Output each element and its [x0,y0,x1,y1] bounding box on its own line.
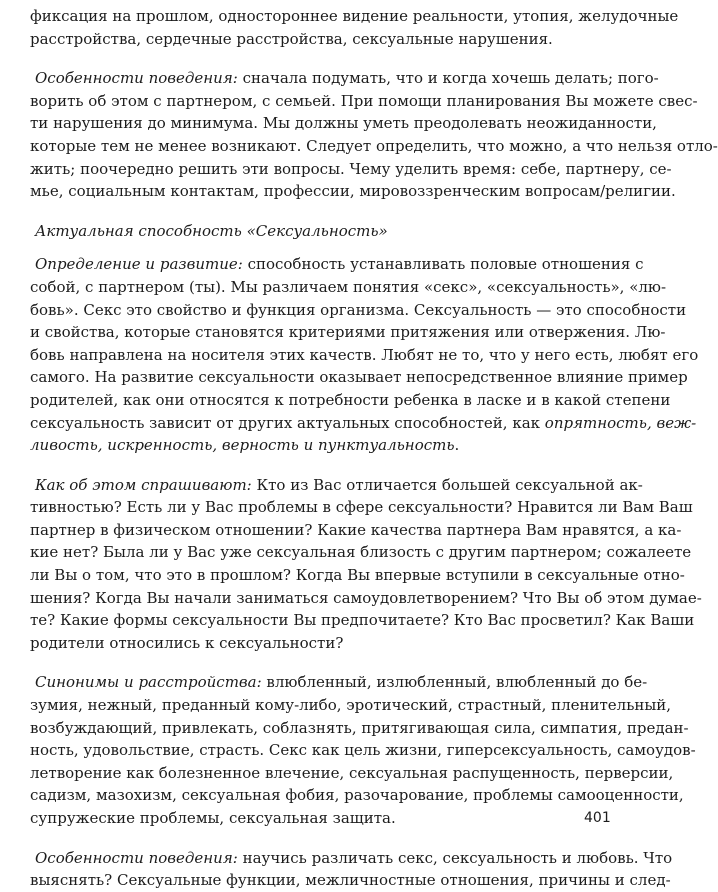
text-run: садизм, мазохизм, сексуальная фобия, разочарование, проблемы самооценности, [30,786,684,805]
text-line [30,135,718,158]
text-line [30,5,679,28]
text-line [30,632,612,655]
book-page-text [30,5,718,892]
text-line [30,474,643,497]
paragraph-gap [30,830,612,847]
text-run: которые тем не менее возникают. Следует определить, что можно, а что нельзя отло- [30,136,718,155]
text-line [30,609,695,632]
text-line [30,321,666,344]
text-run: самого. На развитие сексуальности оказывает непосредственное влияние пример [30,368,688,387]
page-number: 401 [584,810,611,826]
text-run: жить; поочередно решить эти вопросы. Чему уделить время: себе, партнеру, се- [30,159,672,178]
text-line [30,412,697,435]
text-line [30,344,699,367]
text-line [30,739,696,762]
text-run: бовь». Секс это свойство и функция организма. Сексуальность — это способности [30,300,687,319]
text-run: возбуждающий, привлекать, соблазнять, притягивающая сила, симпатия, предан- [30,718,689,737]
text-run: ти нарушения до минимума. Мы должны уметь преодолевать неожиданности, [30,114,657,133]
paragraph-gap [30,242,612,253]
italic-text-run: Особенности поведения: [35,848,238,867]
text-run: партнер в физическом отношении? Какие качества партнера Вам нравятся, а ка- [30,520,682,539]
text-run: сексуальность зависит от других актуальных способностей, как [30,413,545,432]
text-line [30,496,693,519]
text-line [30,869,671,892]
text-run: ность, удовольствие, страсть. Секс как цель жизни, гиперсексуальность, самоудов- [30,741,696,760]
text-run: Кто из Вас отличается большей сексуальной ак- [251,475,643,494]
paragraph-gap [30,654,612,671]
text-run: фиксация на прошлом, одностороннее видение реальности, утопия, желудочные [30,7,679,25]
text-run: супружеские проблемы, сексуальная защита. [30,809,396,827]
text-run: . [454,436,460,455]
text-line [30,807,612,830]
paragraph-gap [30,457,612,474]
text-line [30,90,698,113]
text-line [30,434,612,457]
text-line [30,717,689,740]
text-run: расстройства, сердечные расстройства, сексуальные нарушения. [30,29,553,48]
text-run: научись различать секс, сексуальность и любовь. Что [237,848,673,867]
text-line [30,519,682,542]
text-line [30,541,692,564]
text-run: те? Какие формы сексуальности Вы предпочитаете? Кто Вас просветил? Как Ваши [30,611,695,630]
text-run: способность устанавливать половые отношения с [242,255,644,274]
italic-text-run: ливость, искренность, верность и пунктуальность [30,436,455,455]
text-run: и свойства, которые становятся критериями притяжения или отвержения. Лю- [30,323,666,342]
italic-text-run: Синонимы и расстройства: [35,673,262,692]
text-line [30,180,676,203]
text-line [30,112,657,135]
text-line [30,67,659,90]
text-line [30,299,687,322]
text-line [30,28,612,51]
text-line [30,158,672,181]
paragraph-gap [30,203,612,220]
text-line [30,847,673,870]
text-run: мье, социальным контактам, профессии, мировоззренческим вопросам/религии. [30,182,676,201]
text-run: летворение как болезненное влечение, сексуальная распущенность, перверсии, [30,763,674,782]
italic-text-run: Особенности поведения: [35,69,238,88]
text-run: сначала подумать, что и когда хочешь делать; пого- [237,69,659,88]
text-run: выяснять? Сексуальные функции, межличностные отношения, причины и след- [30,871,671,890]
italic-text-run: Как об этом спрашивают: [35,475,252,494]
text-line [30,564,685,587]
text-run: собой, с партнером (ты). Мы различаем понятия «секс», «сексуальность», «лю- [30,277,667,296]
text-run: ли Вы о том, что это в прошлом? Когда Вы впервые вступили в сексуальные отно- [30,566,685,585]
text-line [30,694,672,717]
text-run: влюбленный, излюбленный, влюбленный до бе- [261,673,648,692]
text-run: родители относились к сексуальности? [30,633,344,652]
text-line [30,389,671,412]
text-line [30,587,702,610]
paragraph-gap [30,50,612,67]
text-run: ворить об этом с партнером, с семьей. При помощи планирования Вы можете свес- [30,91,698,110]
text-line [30,762,674,785]
text-line [30,253,644,276]
text-run: бовь направлена на носителя этих качеств. Любят не то, что у него есть, любят его [30,345,699,364]
text-line [30,366,688,389]
text-run: зумия, нежный, преданный кому-либо, эротический, страстный, пленительный, [30,696,672,715]
text-line [30,276,667,299]
text-line [30,220,612,243]
italic-text-run: Актуальная способность «Сексуальность» [35,221,388,240]
text-run: родителей, как они относятся к потребности ребенка в ласке и в какой степени [30,390,671,409]
text-line [30,671,648,694]
italic-text-run: Определение и развитие: [35,255,243,274]
text-run: шения? Когда Вы начали заниматься самоудовлетворением? Что Вы об этом думае- [30,588,702,607]
text-line [30,784,684,807]
italic-text-run: опрятность, веж- [544,413,697,432]
text-run: кие нет? Была ли у Вас уже сексуальная близость с другим партнером; сожалеете [30,543,692,562]
text-run: тивностью? Есть ли у Вас проблемы в сфере сексуальности? Нравится ли Вам Ваш [30,498,693,517]
